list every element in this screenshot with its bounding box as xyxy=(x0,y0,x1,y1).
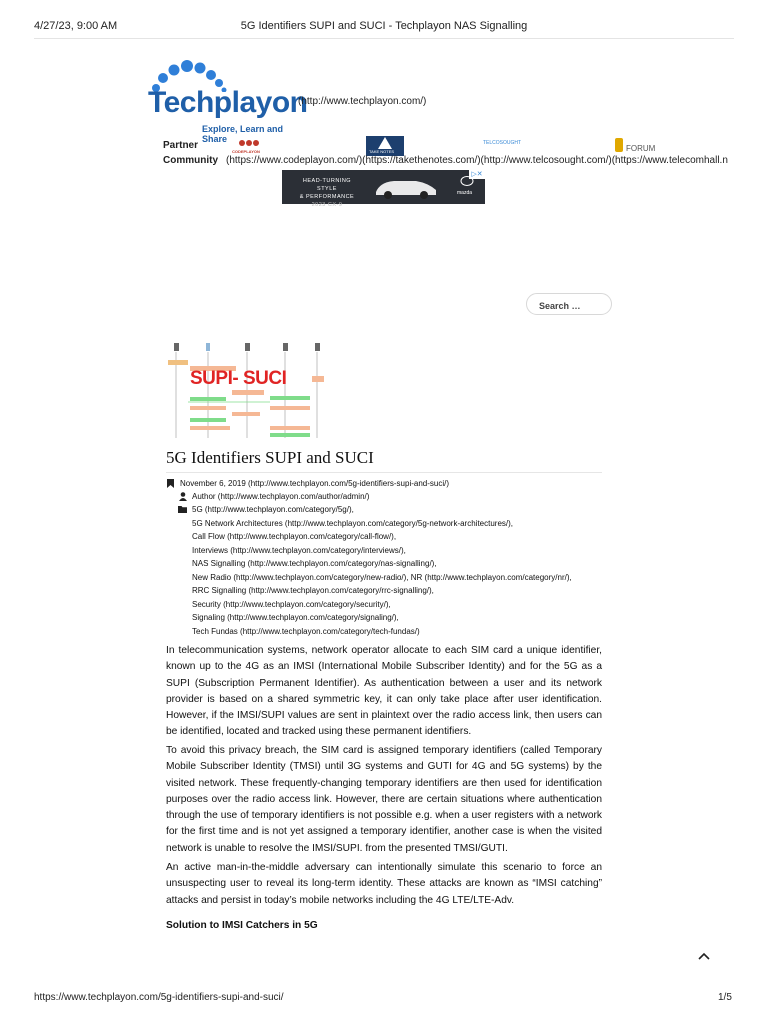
author-icon xyxy=(179,492,187,501)
logo-wordmark: Techplayon xyxy=(148,86,308,119)
telecomhall-logo-icon xyxy=(614,138,624,152)
category-link[interactable]: Tech Fundas (http://www.techplayon.com/category/tech-fundas/) xyxy=(192,626,420,636)
category-link[interactable]: 5G Network Architectures (http://www.techplayon.com/category/5g-network-architectures/), xyxy=(192,518,514,528)
ad-close-icon[interactable]: ▷✕ xyxy=(469,170,485,179)
chevron-up-icon[interactable] xyxy=(698,952,710,960)
logo-tagline: Explore, Learn and Share xyxy=(202,124,284,144)
partner-logo-codeplayon[interactable]: CODEPLAYON xyxy=(232,138,266,156)
category-link[interactable]: Call Flow (http://www.techplayon.com/category/call-flow/), xyxy=(192,532,397,541)
ad-line-3: 2023 CX-9 xyxy=(311,202,343,208)
ad-line-1: HEAD-TURNING STYLE xyxy=(302,178,352,192)
header-divider xyxy=(34,38,734,39)
ad-banner[interactable] xyxy=(282,170,485,208)
car-image-icon xyxy=(372,174,440,200)
partner-label: Partner xyxy=(163,140,199,151)
ad-line-2: & PERFORMANCE xyxy=(299,194,355,200)
print-page-number: 1/5 xyxy=(718,992,732,1003)
call-flow-diagram-icon xyxy=(166,340,326,440)
print-footer-url: https://www.techplayon.com/5g-identifiers-supi-and-suci/ xyxy=(34,992,284,1003)
article-paragraph: An active man-in-the-middle adversary can intentionally simulate this scenario to force an unsuspecting user to reveal its long-term identity. These attacks are known as “IMSI catching” attacks and persist in today’s mobile networks including the 4G LTE/LTE-Adv. xyxy=(166,862,602,906)
article-title: 5G Identifiers SUPI and SUCI xyxy=(166,448,374,467)
folder-icon xyxy=(178,506,187,513)
category-link[interactable]: Signaling (http://www.techplayon.com/category/signaling/), xyxy=(192,613,399,622)
partner-links[interactable]: (https://www.codeplayon.com/)(https://takethenotes.com/)(http://www.telcosought.com/)(https://www.telecomhall.n xyxy=(226,155,728,166)
bookmark-icon xyxy=(167,479,174,488)
category-link[interactable]: 5G (http://www.techplayon.com/category/5g/), xyxy=(192,505,354,514)
section-subheading: Solution to IMSI Catchers in 5G xyxy=(166,920,318,931)
category-link[interactable]: New Radio (http://www.techplayon.com/category/new-radio/), NR (http://www.techplayon.com/category/nr/), xyxy=(192,572,572,582)
category-link[interactable]: RRC Signalling (http://www.techplayon.com/category/rrc-signalling/), xyxy=(192,586,434,595)
search-input[interactable]: Search … xyxy=(526,293,612,315)
partner-logo-telecomhall[interactable]: FORUM xyxy=(614,136,654,156)
takenotes-logo-icon xyxy=(378,137,392,149)
featured-image-overlay-text: SUPI- SUCI xyxy=(190,368,287,389)
partner-logo-telcosought[interactable]: TELCOSOUGHT xyxy=(483,140,522,146)
partner-logo-takenotes[interactable]: TAKE NOTES xyxy=(366,136,404,156)
site-logo-link[interactable] xyxy=(148,60,308,144)
category-link[interactable]: NAS Signalling (http://www.techplayon.com/category/nas-signalling/), xyxy=(192,559,437,568)
title-divider xyxy=(166,472,602,473)
codeplayon-logo-icon xyxy=(238,138,260,148)
category-list xyxy=(192,503,572,638)
ad-brand: mazda xyxy=(457,190,473,196)
print-page-title: 5G Identifiers SUPI and SUCI - Techplayon NAS Signalling xyxy=(240,20,528,32)
community-label: Community xyxy=(163,155,218,166)
article-paragraph: To avoid this privacy breach, the SIM card is assigned temporary identifiers (called Temporary Mobile Subscriber Identity (TMSI) until 3G systems and GUTI for 4G and 5G systems) by the visited network. These frequently-changing temporary identifiers are then used for identification purposes over the radio access link. However, there are certain situations where authentication through the use of temporary identifiers is not possible e.g. when a user registers with a network for the first time and is not yet assigned a temporary identifier, another case is when the visited network is unable to resolve the IMSI/SUPI. from the presented TMSI/GUTI. xyxy=(166,745,602,854)
author-link[interactable]: Author (http://www.techplayon.com/author/admin/) xyxy=(192,492,370,501)
category-link[interactable]: Interviews (http://www.techplayon.com/category/interviews/), xyxy=(192,545,406,555)
post-date-link[interactable]: November 6, 2019 (http://www.techplayon.com/5g-identifiers-supi-and-suci/) xyxy=(180,479,450,488)
featured-image[interactable] xyxy=(166,340,326,440)
article-paragraph: In telecommunication systems, network operator allocate to each SIM card a unique identifier, known up to the 4G as an IMSI (International Mobile Subscriber Identity) and for the 5G as a SUPI (Subscription Permanent Identifier). As authentication between a user and its network provider is based on a shared symmetric key, it can only take place after user identification. However, if the IMSI/SUPI values are sent in plaintext over the radio access link, then users can be identified, located and tracked using these permanent identifiers. xyxy=(166,645,602,738)
category-link[interactable]: Security (http://www.techplayon.com/category/security/), xyxy=(192,599,391,609)
print-datetime: 4/27/23, 9:00 AM xyxy=(34,20,118,32)
home-url-link[interactable]: (http://www.techplayon.com/) xyxy=(298,96,427,107)
